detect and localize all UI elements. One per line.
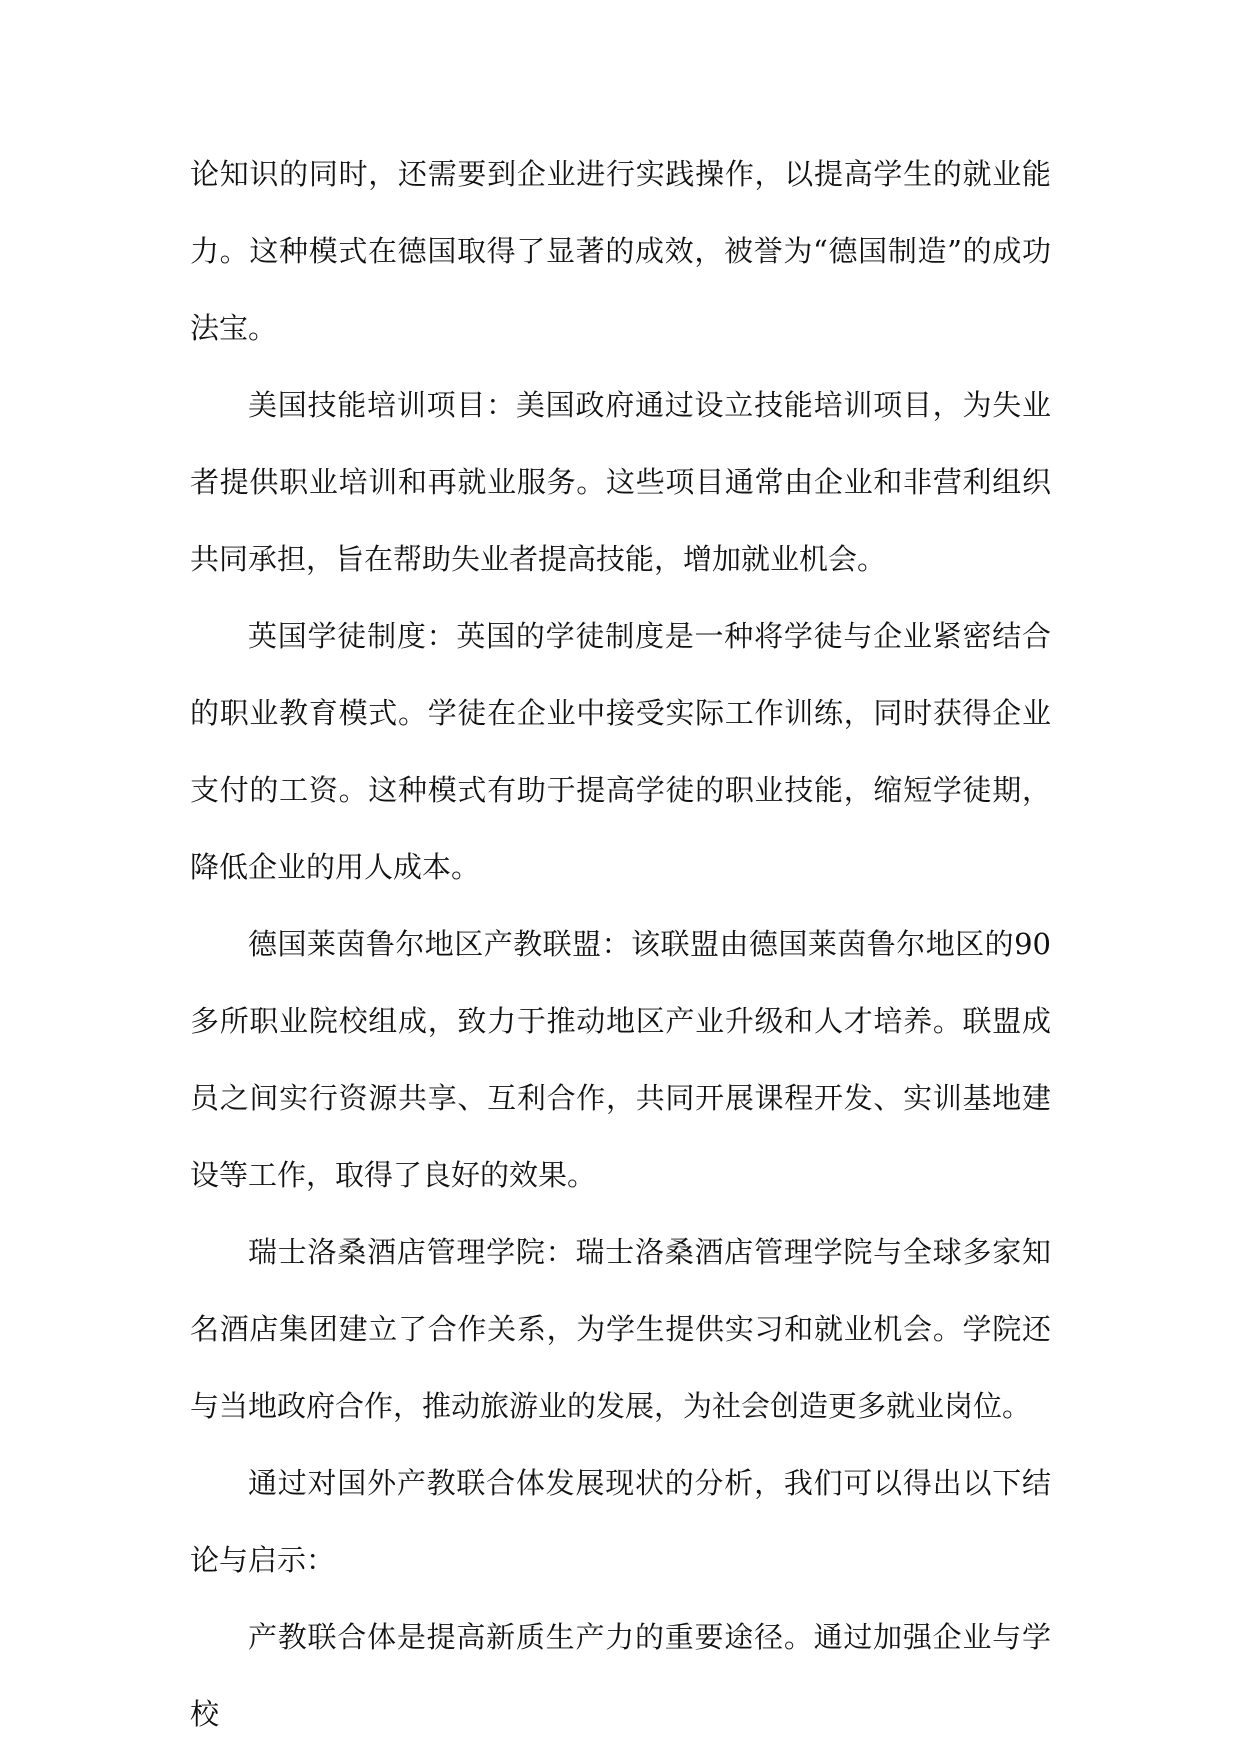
document-page bbox=[190, 136, 1051, 1753]
paragraph-lausanne-hotel-school: 瑞士洛桑酒店管理学院：瑞士洛桑酒店管理学院与全球多家知名酒店集团建立了合作关系，为学生提供实习和就业机会。学院还与当地政府合作，推动旅游业的发展，为社会创造更多就业岗位。 bbox=[190, 1235, 1051, 1423]
paragraph-rhine-ruhr-alliance: 德国莱茵鲁尔地区产教联盟：该联盟由德国莱茵鲁尔地区的90多所职业院校组成，致力于推动地区产业升级和人才培养。联盟成员之间实行资源共享、互利合作，共同开展课程开发、实训基地建设等工作，取得了良好的效果。 bbox=[190, 927, 1051, 1192]
paragraph-us-skills-training: 美国技能培训项目：美国政府通过设立技能培训项目，为失业者提供职业培训和再就业服务。这些项目通常由企业和非营利组织共同承担，旨在帮助失业者提高技能，增加就业机会。 bbox=[190, 388, 1051, 576]
paragraph-uk-apprenticeship: 英国学徒制度：英国的学徒制度是一种将学徒与企业紧密结合的职业教育模式。学徒在企业中接受实际工作训练，同时获得企业支付的工资。这种模式有助于提高学徒的职业技能，缩短学徒期，降低企业的用人成本。 bbox=[190, 619, 1051, 884]
paragraph-continuation-dual-system: 论知识的同时，还需要到企业进行实践操作，以提高学生的就业能力。这种模式在德国取得了显著的成效，被誉为“德国制造”的成功法宝。 bbox=[190, 157, 1051, 345]
paragraph-conclusion-1: 产教联合体是提高新质生产力的重要途径。通过加强企业与学校 bbox=[190, 1620, 1051, 1731]
paragraph-conclusions-intro: 通过对国外产教联合体发展现状的分析，我们可以得出以下结论与启示： bbox=[190, 1466, 1051, 1577]
